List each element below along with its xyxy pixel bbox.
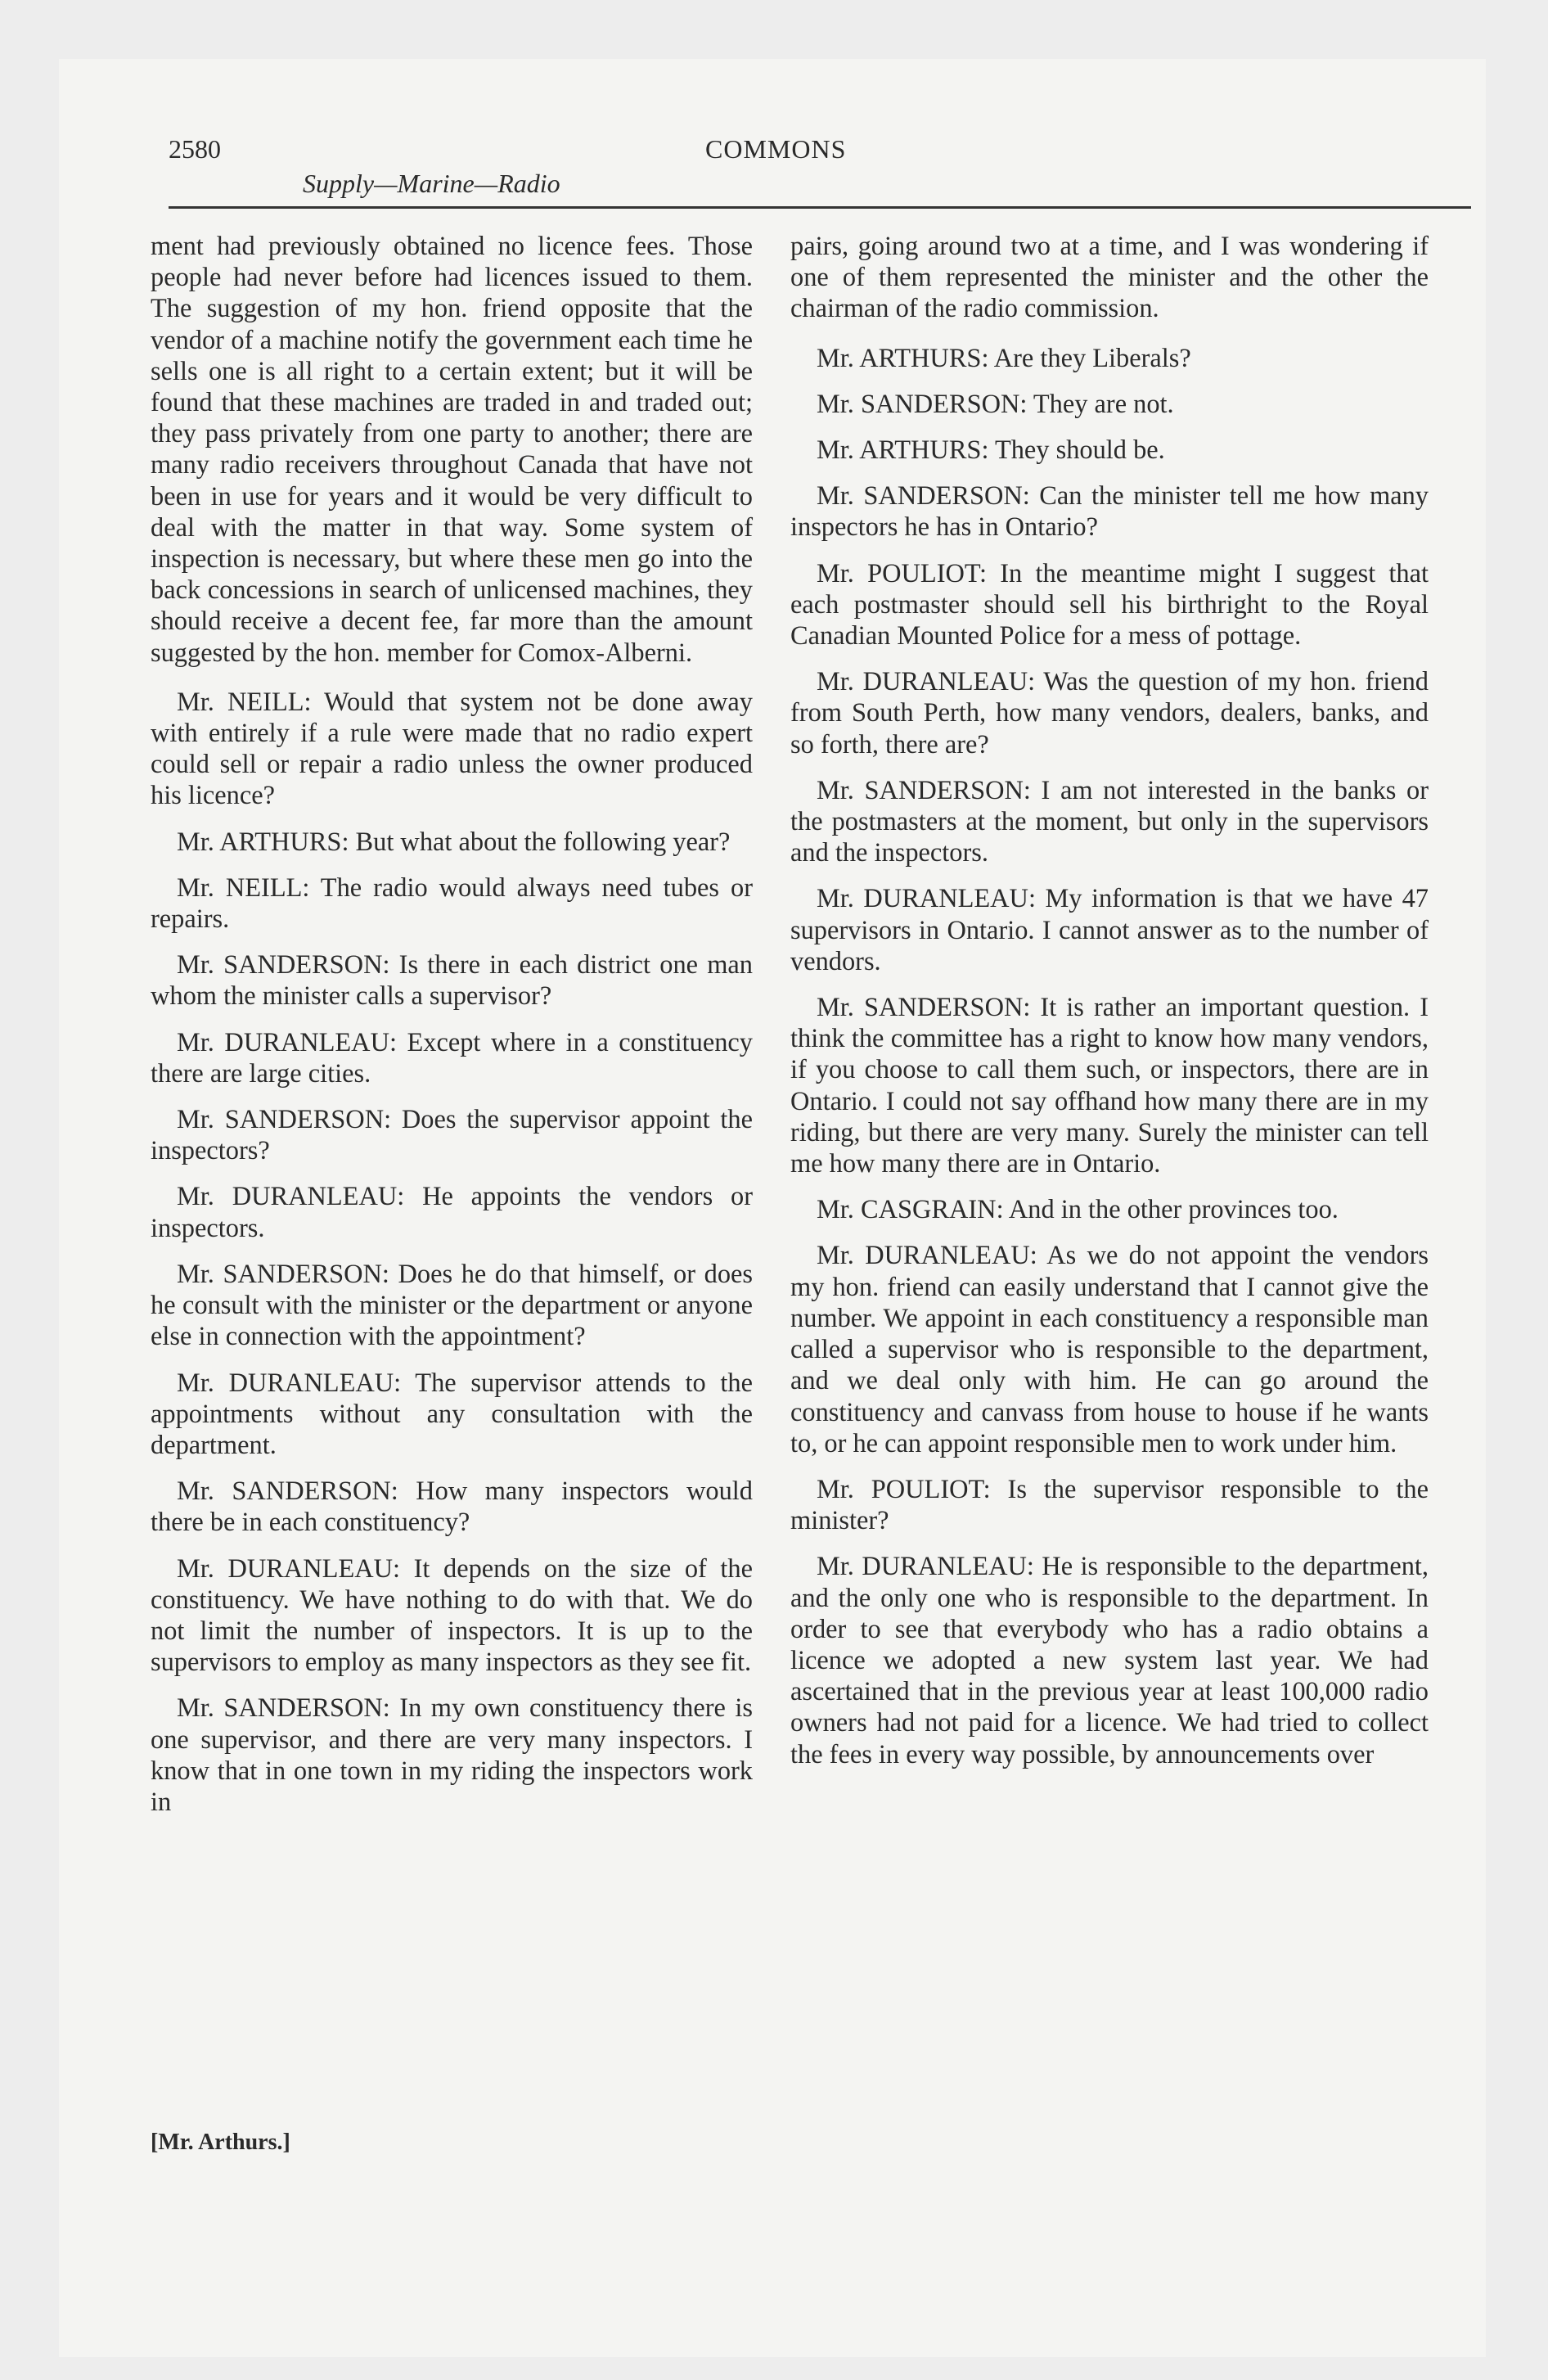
paragraph: Mr. SANDERSON: Is there in each district one man whom the minister calls a supervisor? bbox=[151, 950, 753, 1012]
paragraph: Mr. SANDERSON: I am not interested in the banks or the postmasters at the moment, but only in the supervisors and the inspectors. bbox=[790, 775, 1429, 868]
left-column bbox=[151, 231, 753, 1832]
paragraph: Mr. SANDERSON: Does he do that himself, or does he consult with the minister or the department or anyone else in connection with the appointment? bbox=[151, 1259, 753, 1352]
section-subtitle: Supply—Marine—Radio bbox=[303, 169, 560, 198]
paragraph: Mr. CASGRAIN: And in the other provinces too. bbox=[817, 1195, 1339, 1225]
paragraph: Mr. DURANLEAU: Was the question of my hon. friend from South Perth, how many vendors, dealers, banks, and so forth, there are? bbox=[790, 667, 1429, 760]
paragraph: Mr. DURANLEAU: He appoints the vendors or inspectors. bbox=[151, 1182, 753, 1243]
document-page bbox=[59, 59, 1486, 2357]
paragraph: Mr. DURANLEAU: The supervisor attends to the appointments without any consultation with the department. bbox=[151, 1368, 753, 1460]
paragraph: ment had previously obtained no licence fees. Those people had never before had licences issued to them. The suggestion of my hon. friend opposite that the vendor of a machine notify the government each time he sells one is all right to a certain extent; but it will be found that these machines are traded in and traded out; they pass privately from one party to another; there are many radio receivers throughout Canada that have not been in use for years and it would be very difficult to deal with the matter in that way. Some system of inspection is necessary, but where these men go into the back concessions in search of unlicensed machines, they should receive a decent fee, far more than the amount suggested by the hon. member for Comox-Alberni. bbox=[151, 232, 753, 668]
header-rule bbox=[169, 206, 1471, 209]
right-column bbox=[790, 231, 1429, 1785]
paragraph: Mr. DURANLEAU: My information is that we have 47 supervisors in Ontario. I cannot answer as to the number of vendors. bbox=[790, 884, 1429, 976]
paragraph: Mr. ARTHURS: They should be. bbox=[817, 435, 1165, 466]
paragraph: Mr. SANDERSON: In my own constituency there is one supervisor, and there are very many inspectors. I know that in one town in my riding the inspectors work in bbox=[151, 1693, 753, 1817]
paragraph: Mr. NEILL: Would that system not be done away with entirely if a rule were made that no radio expert could sell or repair a radio unless the owner produced his licence? bbox=[151, 687, 753, 811]
paragraph: Mr. SANDERSON: Can the minister tell me how many inspectors he has in Ontario? bbox=[790, 481, 1429, 543]
paragraph: Mr. SANDERSON: It is rather an important question. I think the committee has a right to know how many vendors, if you choose to call them such, or inspectors, there are in Ontario. I could not say offhand how many there are in my riding, but there are very many. Surely the minister can tell me how many there are in Ontario. bbox=[790, 993, 1429, 1179]
paragraph: Mr. SANDERSON: How many inspectors would there be in each constituency? bbox=[151, 1476, 753, 1538]
paragraph: Mr. SANDERSON: Does the supervisor appoint the inspectors? bbox=[151, 1105, 753, 1166]
paragraph: Mr. ARTHURS: But what about the following year? bbox=[177, 827, 731, 857]
paragraph: Mr. DURANLEAU: He is responsible to the department, and the only one who is responsible to the department. In order to see that everybody who has a radio obtains a licence we adopted a new system last year. We had ascertained that in the previous year at least 100,000 radio owners had not paid for a licence. We had tried to collect the fees in every way possible, by announcements over bbox=[790, 1552, 1429, 1769]
paragraph: Mr. DURANLEAU: It depends on the size of the constituency. We have nothing to do with that. We do not limit the number of inspectors. It is up to the supervisors to employ as many inspectors as they see fit. bbox=[151, 1553, 753, 1678]
running-header: COMMONS bbox=[705, 134, 847, 164]
paragraph: Mr. DURANLEAU: As we do not appoint the vendors my hon. friend can easily understand that I cannot give the number. We appoint in each constituency a responsible man called a supervisor who is responsible to the department, and we deal only with him. He can go around the constituency and canvass from house to house if he wants to, or he can appoint responsible men to work under him. bbox=[790, 1241, 1429, 1458]
paragraph: Mr. ARTHURS: Are they Liberals? bbox=[817, 343, 1191, 373]
paragraph: Mr. SANDERSON: They are not. bbox=[817, 389, 1174, 419]
paragraph: Mr. POULIOT: In the meantime might I suggest that each postmaster should sell his birthright to the Royal Canadian Mounted Police for a mess of pottage. bbox=[790, 558, 1429, 651]
paragraph: pairs, going around two at a time, and I was wondering if one of them represented the minister and the other the chairman of the radio commission. bbox=[790, 232, 1429, 324]
speaker-footnote: [Mr. Arthurs.] bbox=[151, 2130, 290, 2155]
paragraph: Mr. DURANLEAU: Except where in a constituency there are large cities. bbox=[151, 1027, 753, 1089]
paragraph: Mr. NEILL: The radio would always need tubes or repairs. bbox=[151, 872, 753, 935]
page-number: 2580 bbox=[169, 134, 221, 164]
paragraph: Mr. POULIOT: Is the supervisor responsible to the minister? bbox=[790, 1474, 1429, 1536]
